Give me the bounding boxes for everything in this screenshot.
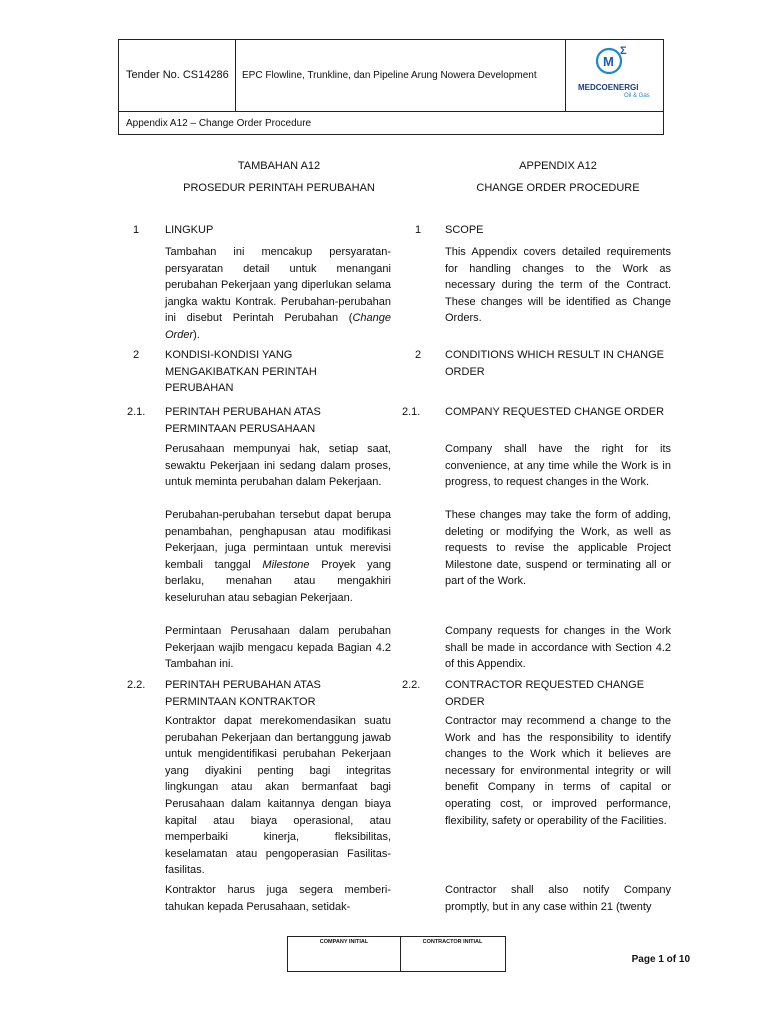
right-s22-heading: CONTRACTOR REQUESTED CHANGE ORDER (445, 679, 645, 708)
left-s1-heading: LINGKUP (165, 224, 214, 236)
company-logo (566, 40, 665, 111)
project-title: EPC Flowline, Trunkline, dan Pipeline Arung Nowera Development (236, 40, 566, 111)
left-s21-p3: Permintaan Perusahaan dalam perubahan Pekerjaan wajib mengacu kepada Bagian 4.2 Tambahan ini. (165, 625, 391, 671)
logo-subtitle: Oil & Gas (624, 93, 650, 99)
right-title-2: CHANGE ORDER PROCEDURE (476, 182, 640, 194)
right-s1-number: 1 (415, 224, 422, 236)
tender-number: Tender No. CS14286 (119, 40, 236, 111)
right-s1-text: This Appendix covers detailed requirements for handling changes to the Work as necessary during the term of the Contract. These changes will be identified as Change Orders. (445, 246, 671, 325)
right-s1-heading: SCOPE (445, 224, 484, 236)
medcoenergi-logo-icon (566, 40, 665, 111)
document-header (118, 39, 664, 135)
left-s2-number: 2 (133, 349, 140, 361)
svg-text:Σ: Σ (620, 45, 627, 57)
left-s1-text: Tambahan ini mencakup persyaratan-persyaratan detail untuk menangani perubahan Pekerjaan yang diperlukan selama jangka waktu Kontrak. Perubahan-perubahan ini disebut Perintah Perubahan (Change Order). (165, 246, 391, 341)
initial-box (287, 936, 506, 972)
right-s21-number: 2.1. (402, 406, 421, 418)
left-title-2: PROSEDUR PERINTAH PERUBAHAN (183, 182, 375, 194)
right-s21-p3: Company requests for changes in the Work shall be made in accordance with Section 4.2 of this Appendix. (445, 625, 671, 671)
contractor-initial-label: CONTRACTOR INITIAL (422, 939, 483, 945)
left-s2-heading: KONDISI-KONDISI YANG MENGAKIBATKAN PERINTAH PERUBAHAN (165, 349, 317, 395)
left-s22-p2: Kontraktor harus juga segera memberi-tahukan kepada Perusahaan, setidak- (165, 884, 391, 913)
svg-text:M: M (603, 54, 614, 69)
left-s21-number: 2.1. (127, 406, 146, 418)
left-s21-p2: Perubahan-perubahan tersebut dapat berupa penambahan, penghapusan atau modifikasi Pekerjaan, juga permintaan untuk merevisi kembali tanggal Milestone Proyek yang berlaku, menahan atau mengakhiri keseluruhan atau sebagian Pekerjaan. (165, 509, 392, 604)
logo-wordmark: MEDCOENERGI (578, 83, 639, 92)
left-s22-p1: Kontraktor dapat merekomendasikan suatu perubahan Pekerjaan dan bertanggung jawab untuk mengidentifikasi perubahan Pekerjaan yang diyakini penting bagi integritas lingkungan atau akan bermanfaat bagi Perusahaan dalam kaitannya dengan biaya kapital atau biaya operasional, atau memperbaiki kinerja, fleksibilitas, keselamatan atau pengoperasian Fasilitas-fasilitas. (165, 715, 391, 877)
left-title-1: TAMBAHAN A12 (237, 160, 321, 172)
right-s2-heading: CONDITIONS WHICH RESULT IN CHANGE ORDER (445, 349, 664, 378)
right-s22-p2: Contractor shall also notify Company promptly, but in any case within 21 (twenty (445, 884, 671, 913)
right-s21-p1: Company shall have the right for its convenience, at any time while the Work is in progress, to request changes in the Work. (445, 443, 671, 489)
right-s22-number: 2.2. (402, 679, 421, 691)
right-s2-number: 2 (415, 349, 422, 361)
right-s21-heading: COMPANY REQUESTED CHANGE ORDER (445, 406, 665, 418)
left-s22-heading: PERINTAH PERUBAHAN ATAS PERMINTAAN KONTRAKTOR (165, 679, 321, 708)
page-number: Page 1 of 10 (631, 954, 690, 965)
right-title-1: APPENDIX A12 (519, 160, 597, 172)
left-s21-p1: Perusahaan mempunyai hak, setiap saat, sewaktu Pekerjaan ini sedang dalam proses, untuk meminta perubahan dalam Pekerjaan. (165, 443, 391, 489)
left-s21-heading: PERINTAH PERUBAHAN ATAS PERMINTAAN PERUSAHAAN (165, 406, 321, 435)
company-initial-label: COMPANY INITIAL (288, 937, 401, 971)
left-s22-number: 2.2. (127, 679, 146, 691)
appendix-title: Appendix A12 – Change Order Procedure (126, 118, 312, 129)
right-s21-p2: These changes may take the form of adding, deleting or modifying the Work, as well as requests to revise the applicable Project Milestone date, suspend or terminating all or part of the Work. (445, 509, 671, 588)
left-s1-number: 1 (133, 224, 140, 236)
right-s22-p1: Contractor may recommend a change to the Work and has the responsibility to identify changes to the Work which it believes are necessary for environmental integrity or will benefit Company in terms of capital or operating cost, or improved performance, flexibility, safety or operability of the Facilities. (445, 715, 671, 827)
